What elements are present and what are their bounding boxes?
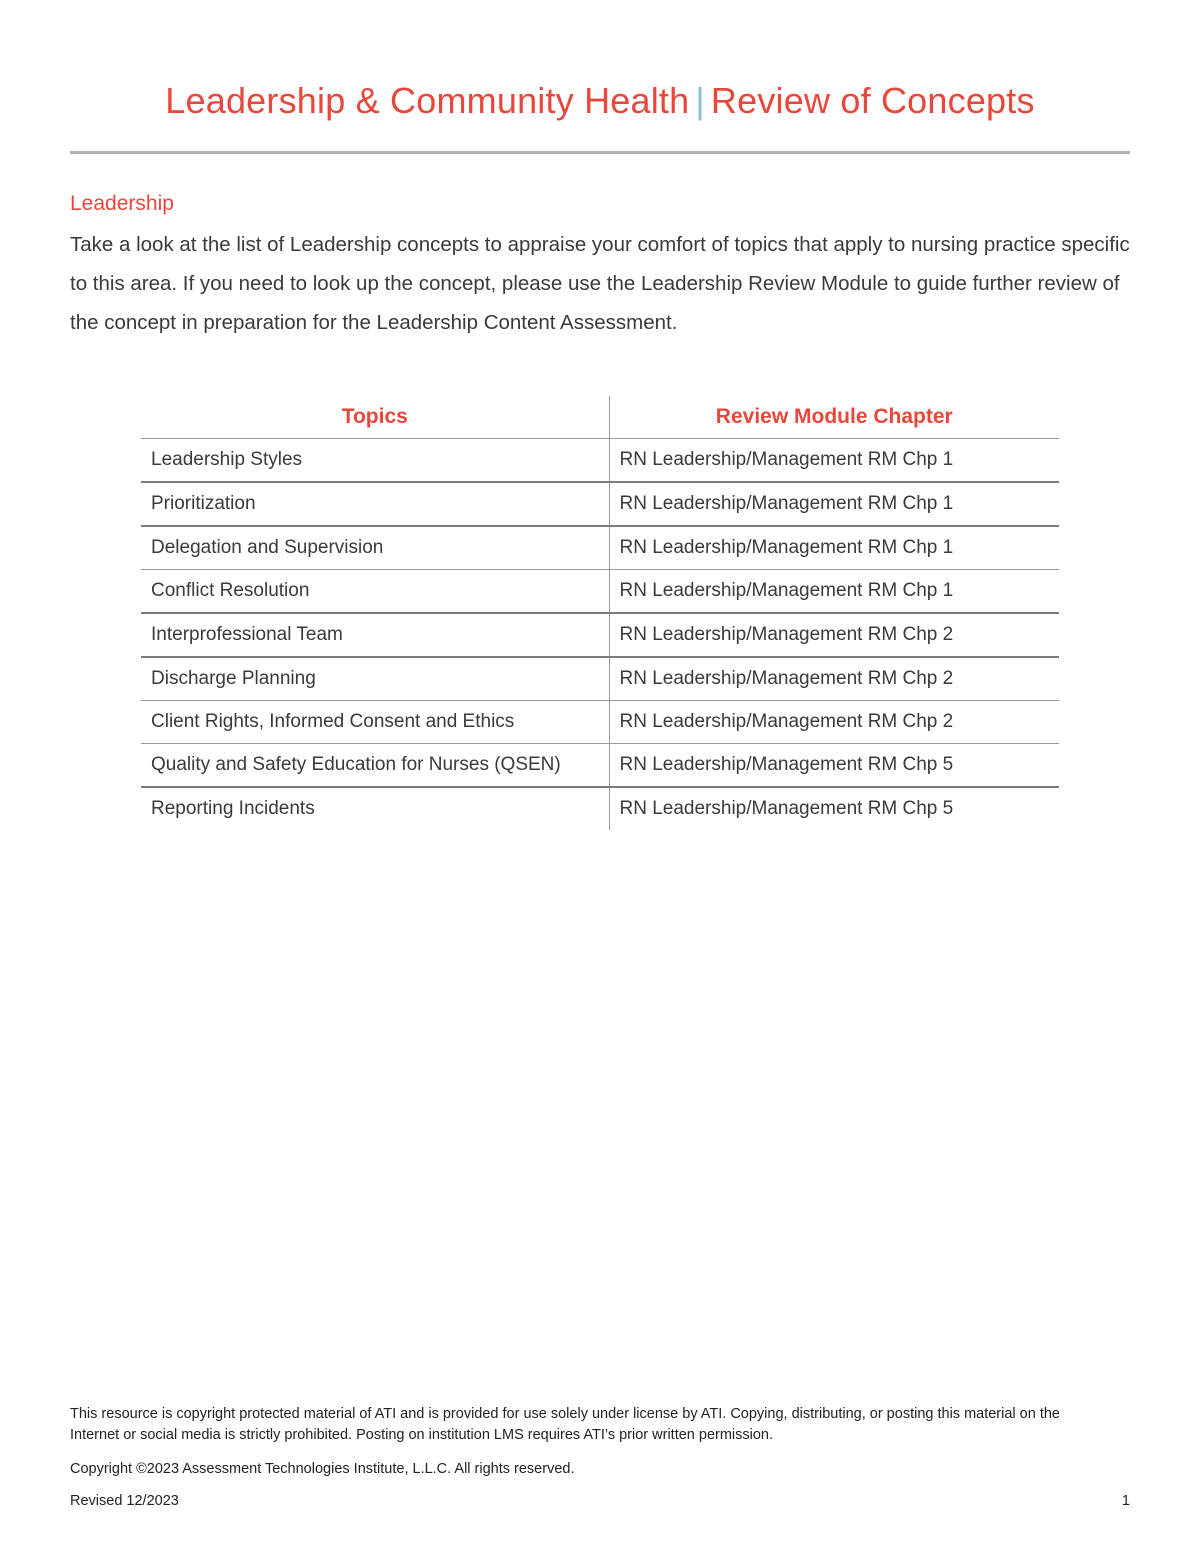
table-row bbox=[141, 570, 1059, 614]
table-row bbox=[141, 526, 1059, 570]
topic-cell: Conflict Resolution bbox=[141, 570, 609, 614]
revised-date: Revised 12/2023 bbox=[70, 1493, 179, 1509]
table-header-row bbox=[141, 396, 1059, 439]
table-row bbox=[141, 701, 1059, 744]
topics-table bbox=[141, 396, 1059, 830]
title-main: Leadership & Community Health bbox=[165, 80, 690, 121]
topic-cell: Reporting Incidents bbox=[141, 787, 609, 830]
header-review-module-chapter: Review Module Chapter bbox=[609, 396, 1059, 439]
topic-cell: Prioritization bbox=[141, 482, 609, 526]
title-separator: | bbox=[695, 80, 705, 121]
chapter-cell: RN Leadership/Management RM Chp 2 bbox=[609, 657, 1059, 701]
topic-cell: Interprofessional Team bbox=[141, 613, 609, 657]
chapter-cell: RN Leadership/Management RM Chp 2 bbox=[609, 701, 1059, 744]
page-number: 1 bbox=[1121, 1493, 1130, 1509]
title-subtitle: Review of Concepts bbox=[710, 80, 1035, 121]
copyright-notice: This resource is copyright protected material of ATI and is provided for use solely under license by ATI. Copying, distributing, or posting this material on the Internet or social media is strictly prohibited. Posting on institution LMS requires ATI’s prior written permission. bbox=[70, 1406, 1060, 1443]
topic-cell: Leadership Styles bbox=[141, 439, 609, 483]
chapter-cell: RN Leadership/Management RM Chp 1 bbox=[609, 526, 1059, 570]
topic-cell: Delegation and Supervision bbox=[141, 526, 609, 570]
chapter-cell: RN Leadership/Management RM Chp 5 bbox=[619, 798, 954, 819]
table-row bbox=[141, 482, 1059, 526]
topic-cell: Client Rights, Informed Consent and Ethics bbox=[141, 701, 609, 744]
header-topics: Topics bbox=[141, 396, 609, 439]
copyright-line: Copyright ©2023 Assessment Technologies Institute, L.L.C. All rights reserved. bbox=[70, 1461, 575, 1477]
chapter-cell: RN Leadership/Management RM Chp 1 bbox=[609, 439, 1059, 483]
intro-paragraph: Take a look at the list of Leadership concepts to appraise your comfort of topics that apply to nursing practice specific to this area. If you need to look up the concept, please use the Leadership Review Module to guide further review of the concept in preparation for the Leadership Content Assessment. bbox=[70, 233, 1130, 334]
topic-cell: Quality and Safety Education for Nurses (QSEN) bbox=[141, 744, 609, 788]
chapter-cell: RN Leadership/Management RM Chp 2 bbox=[609, 613, 1059, 657]
page-title bbox=[70, 76, 1130, 126]
table-row bbox=[141, 787, 1059, 830]
table-row bbox=[141, 744, 1059, 788]
table-row bbox=[141, 613, 1059, 657]
title-divider bbox=[70, 151, 1130, 154]
chapter-cell: RN Leadership/Management RM Chp 1 bbox=[609, 570, 1059, 614]
section-heading: Leadership bbox=[70, 192, 174, 215]
table-row bbox=[141, 439, 1059, 483]
topic-cell: Discharge Planning bbox=[141, 657, 609, 701]
chapter-cell: RN Leadership/Management RM Chp 5 bbox=[609, 744, 1059, 788]
table-row bbox=[141, 657, 1059, 701]
chapter-cell: RN Leadership/Management RM Chp 1 bbox=[609, 482, 1059, 526]
